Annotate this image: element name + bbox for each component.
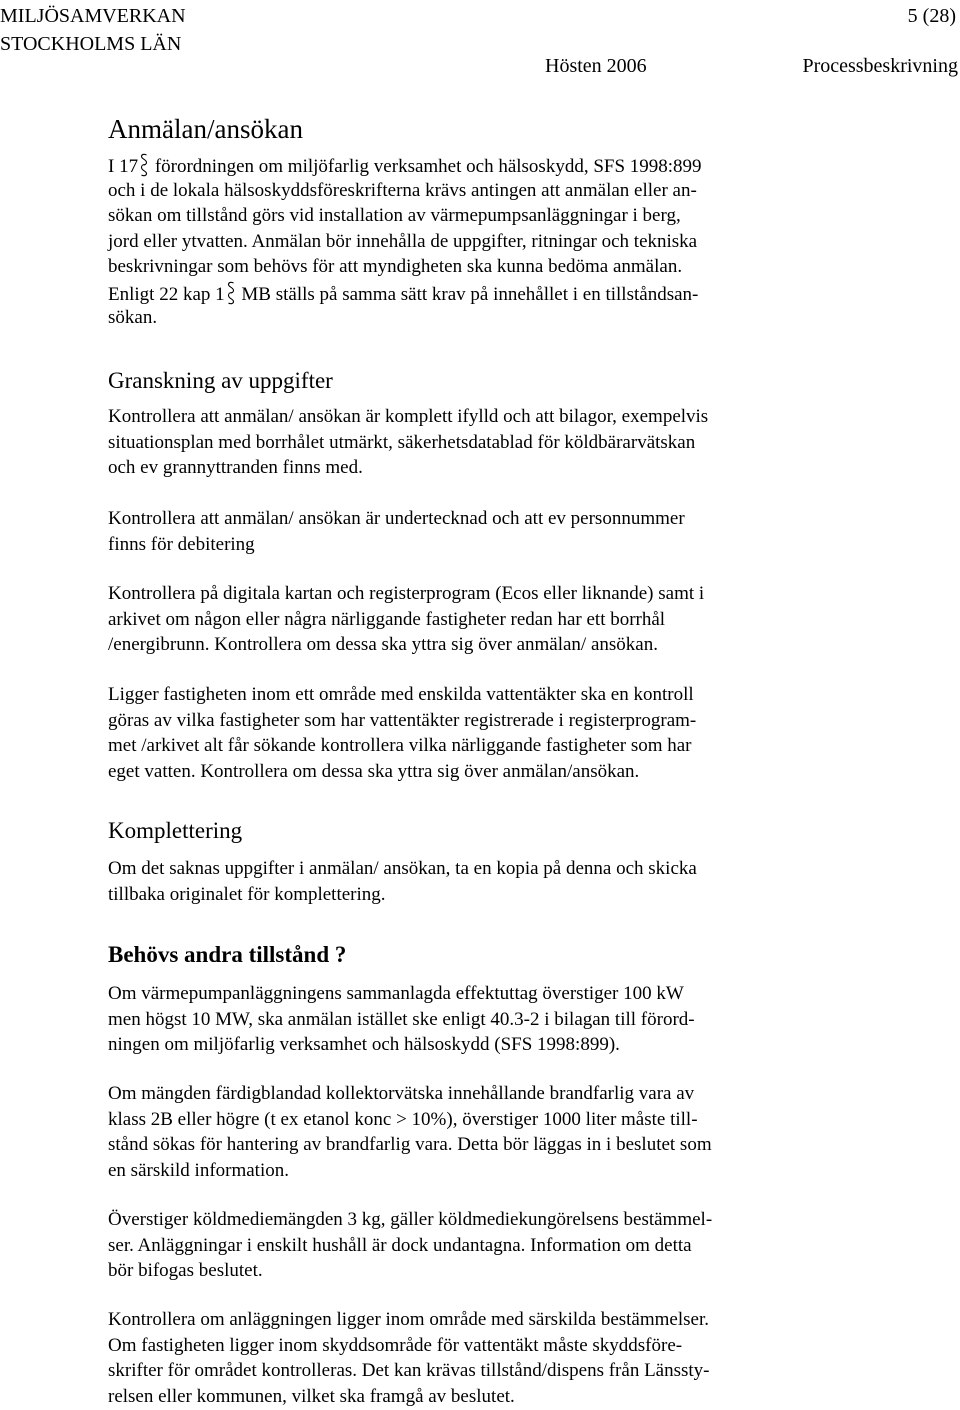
paragraph-line: ser. Anläggningar i enskilt hushåll är dock undantagna. Information om detta (108, 1234, 692, 1256)
paragraph-line: situationsplan med borrhålet utmärkt, säkerhetsdatablad för köldbärarvätskan (108, 431, 696, 453)
paragraph-line: men högst 10 MW, ska anmälan istället ske enligt 40.3-2 i bilagan till förord- (108, 1008, 695, 1030)
komplettering-paragraph (108, 856, 898, 907)
paragraph-line: eget vatten. Kontrollera om dessa ska yttra sig över anmälan/ansökan. (108, 760, 640, 782)
paragraph-line: finns för debitering (108, 533, 255, 555)
paragraph-line: skrifter för området kontrolleras. Det kan krävas tillstånd/dispens från Länssty- (108, 1360, 710, 1381)
granskning-paragraph-1 (108, 404, 898, 481)
section-sign-icon (226, 280, 236, 306)
behovs-paragraph-3 (108, 1207, 898, 1284)
header-org-line2: STOCKHOLMS LÄN (0, 33, 182, 55)
paragraph-line: stånd sökas för hantering av brandfarlig vara. Detta bör läggas in i beslutet som (108, 1134, 712, 1155)
paragraph-line: Kontrollera på digitala kartan och registerprogram (Ecos eller liknande) samt i (108, 583, 705, 604)
behovs-paragraph-2 (108, 1081, 898, 1183)
paragraph-line: Kontrollera om anläggningen ligger inom område med särskilda bestämmelser. (108, 1309, 709, 1330)
section-sign-icon (139, 152, 149, 178)
page-title: Anmälan/ansökan (108, 114, 303, 144)
intro-paragraph (108, 152, 898, 331)
granskning-paragraph-4 (108, 682, 898, 784)
intro-line: sökan. (108, 307, 158, 328)
intro-line: jord eller ytvatten. Anmälan bör innehålla de uppgifter, ritningar och tekniska (108, 230, 698, 252)
intro-line: beskrivningar som behövs för att myndigheten ska kunna bedöma anmälan. (108, 256, 683, 277)
header-org-line1: MILJÖSAMVERKAN (0, 5, 186, 27)
paragraph-line: klass 2B eller högre (t ex etanol konc > 10%), överstiger 1000 liter måste till- (108, 1108, 698, 1130)
granskning-paragraph-2 (108, 506, 898, 557)
paragraph-line: arkivet om någon eller några närliggande fastigheter redan har ett borrhål (108, 608, 666, 630)
paragraph-line: Ligger fastigheten inom ett område med enskilda vattentäkter ska en kontroll (108, 684, 694, 705)
intro-line: och i de lokala hälsoskyddsföreskrifterna krävs antingen att anmälan eller an- (108, 179, 697, 201)
section-heading-granskning: Granskning av uppgifter (108, 368, 333, 393)
header-page-number: 5 (28) (907, 5, 956, 27)
section-heading-behovs: Behövs andra tillstånd ? (108, 942, 347, 967)
paragraph-line: tillbaka originalet för komplettering. (108, 883, 386, 905)
granskning-paragraph-3 (108, 581, 898, 658)
paragraph-line: Om fastigheten ligger inom skyddsområde för vattentäkt måste skyddsföre- (108, 1334, 683, 1356)
paragraph-line: Kontrollera att anmälan/ ansökan är komplett ifylld och att bilagor, exempelvis (108, 406, 709, 427)
behovs-paragraph-1 (108, 981, 898, 1058)
paragraph-line: en särskild information. (108, 1159, 289, 1181)
paragraph-line: bör bifogas beslutet. (108, 1260, 263, 1281)
paragraph-line: göras av vilka fastigheter som har vattentäkter registrerade i registerprogram- (108, 709, 697, 731)
paragraph-line: /energibrunn. Kontrollera om dessa ska yttra sig över anmälan/ ansökan. (108, 634, 658, 655)
paragraph-line: ningen om miljöfarlig verksamhet och hälsoskydd (SFS 1998:899). (108, 1034, 620, 1055)
header-season: Hösten 2006 (545, 55, 647, 77)
intro-line: sökan om tillstånd görs vid installation av värmepumpsanläggningar i berg, (108, 205, 681, 226)
paragraph-line: och ev grannyttranden finns med. (108, 457, 363, 478)
paragraph-line: Om värmepumpanläggningens sammanlagda effektuttag överstiger 100 kW (108, 983, 684, 1004)
paragraph-line: relsen eller kommunen, vilket ska framgå av beslutet. (108, 1385, 515, 1407)
header-doc-type: Processbeskrivning (802, 55, 958, 77)
paragraph-line: Överstiger köldmediemängden 3 kg, gäller köldmediekungörelsens bestämmel- (108, 1209, 713, 1230)
behovs-paragraph-4 (108, 1307, 898, 1409)
paragraph-line: met /arkivet alt får sökande kontrollera vilka närliggande fastigheter som har (108, 735, 692, 756)
paragraph-line: Kontrollera att anmälan/ ansökan är undertecknad och att ev personnummer (108, 508, 685, 529)
paragraph-line: Om det saknas uppgifter i anmälan/ ansökan, ta en kopia på denna och skicka (108, 858, 697, 879)
paragraph-line: Om mängden färdigblandad kollektorvätska innehållande brandfarlig vara av (108, 1083, 695, 1104)
intro-line: I 17 förordningen om miljöfarlig verksamhet och hälsoskydd, SFS 1998:899 (108, 152, 898, 178)
intro-line: Enligt 22 kap 1 MB ställs på samma sätt krav på innehållet i en tillståndsan- (108, 280, 898, 306)
section-heading-komplettering: Komplettering (108, 818, 243, 843)
